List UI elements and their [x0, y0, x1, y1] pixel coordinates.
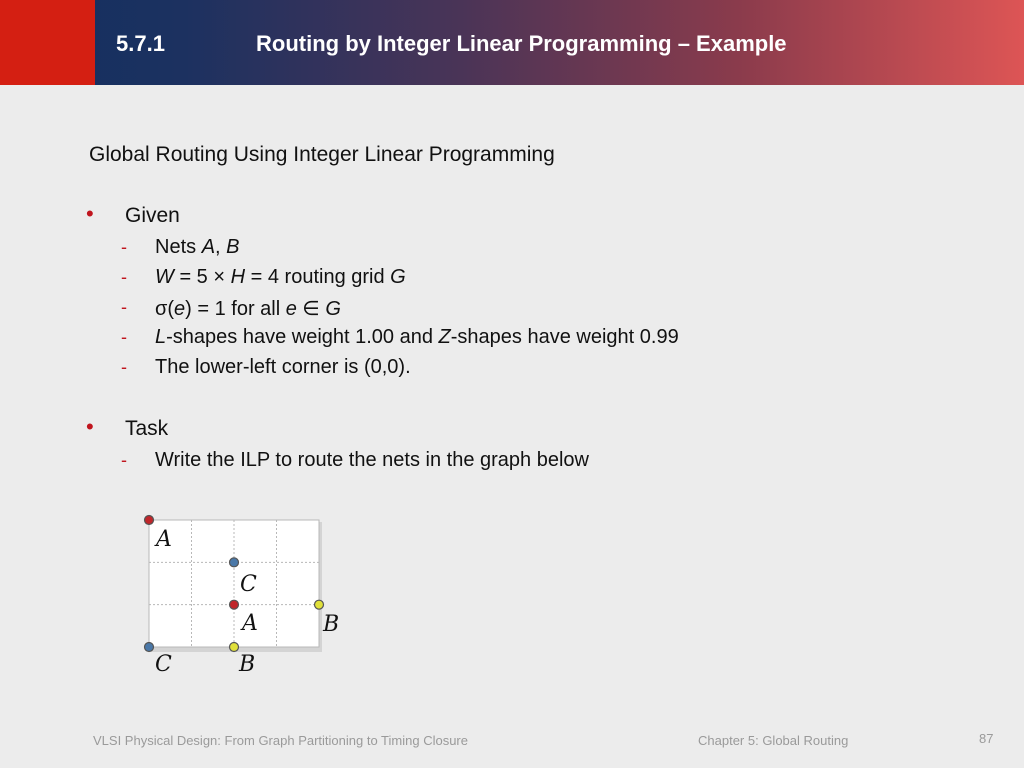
given-item-weights: L-shapes have weight 1.00 and Z-shapes have weight 0.99: [155, 326, 679, 348]
slide-title: Routing by Integer Linear Programming – Example: [256, 31, 787, 56]
pin-label-a-center: A: [242, 611, 258, 636]
bullet-marker: •: [86, 201, 94, 226]
slide-subtitle: Global Routing Using Integer Linear Programming: [89, 143, 555, 166]
pin-c-marker: [230, 558, 239, 567]
pin-b-marker: [315, 600, 324, 609]
grid-background: [149, 520, 319, 647]
pin-label-c-center: C: [240, 572, 257, 597]
pin-c-marker: [145, 643, 154, 652]
given-item-capacity: σ(e) = 1 for all e ∈ G: [155, 298, 341, 320]
sub-bullet-marker: -: [121, 297, 127, 317]
sub-bullet-marker: -: [121, 327, 127, 347]
given-item-grid-size: W = 5 × H = 4 routing grid G: [155, 266, 406, 288]
bullet-task-label: Task: [125, 417, 169, 440]
sub-bullet-marker: -: [121, 357, 127, 377]
pin-a-marker: [145, 516, 154, 525]
sub-bullet-marker: -: [121, 267, 127, 287]
given-item-origin: The lower-left corner is (0,0).: [155, 356, 411, 378]
sub-bullet-marker: -: [121, 237, 127, 257]
section-number: 5.7.1: [116, 31, 165, 56]
bullet-marker: •: [86, 414, 94, 439]
bullet-given-label: Given: [125, 204, 180, 227]
pin-label-b-bottom: B: [239, 652, 256, 677]
sub-bullet-marker: -: [121, 450, 127, 470]
pin-label-a-top: A: [156, 527, 172, 552]
pin-label-b-right: B: [323, 612, 340, 637]
footer-book-title: VLSI Physical Design: From Graph Partitioning to Timing Closure: [93, 733, 468, 748]
page-number: 87: [979, 731, 994, 746]
pin-label-c-bottom: C: [155, 652, 172, 677]
footer-chapter: Chapter 5: Global Routing: [698, 733, 849, 748]
pin-b-marker: [230, 643, 239, 652]
task-item: Write the ILP to route the nets in the graph below: [155, 449, 589, 471]
pin-a-marker: [230, 600, 239, 609]
given-item-nets: Nets A, B: [155, 236, 240, 258]
